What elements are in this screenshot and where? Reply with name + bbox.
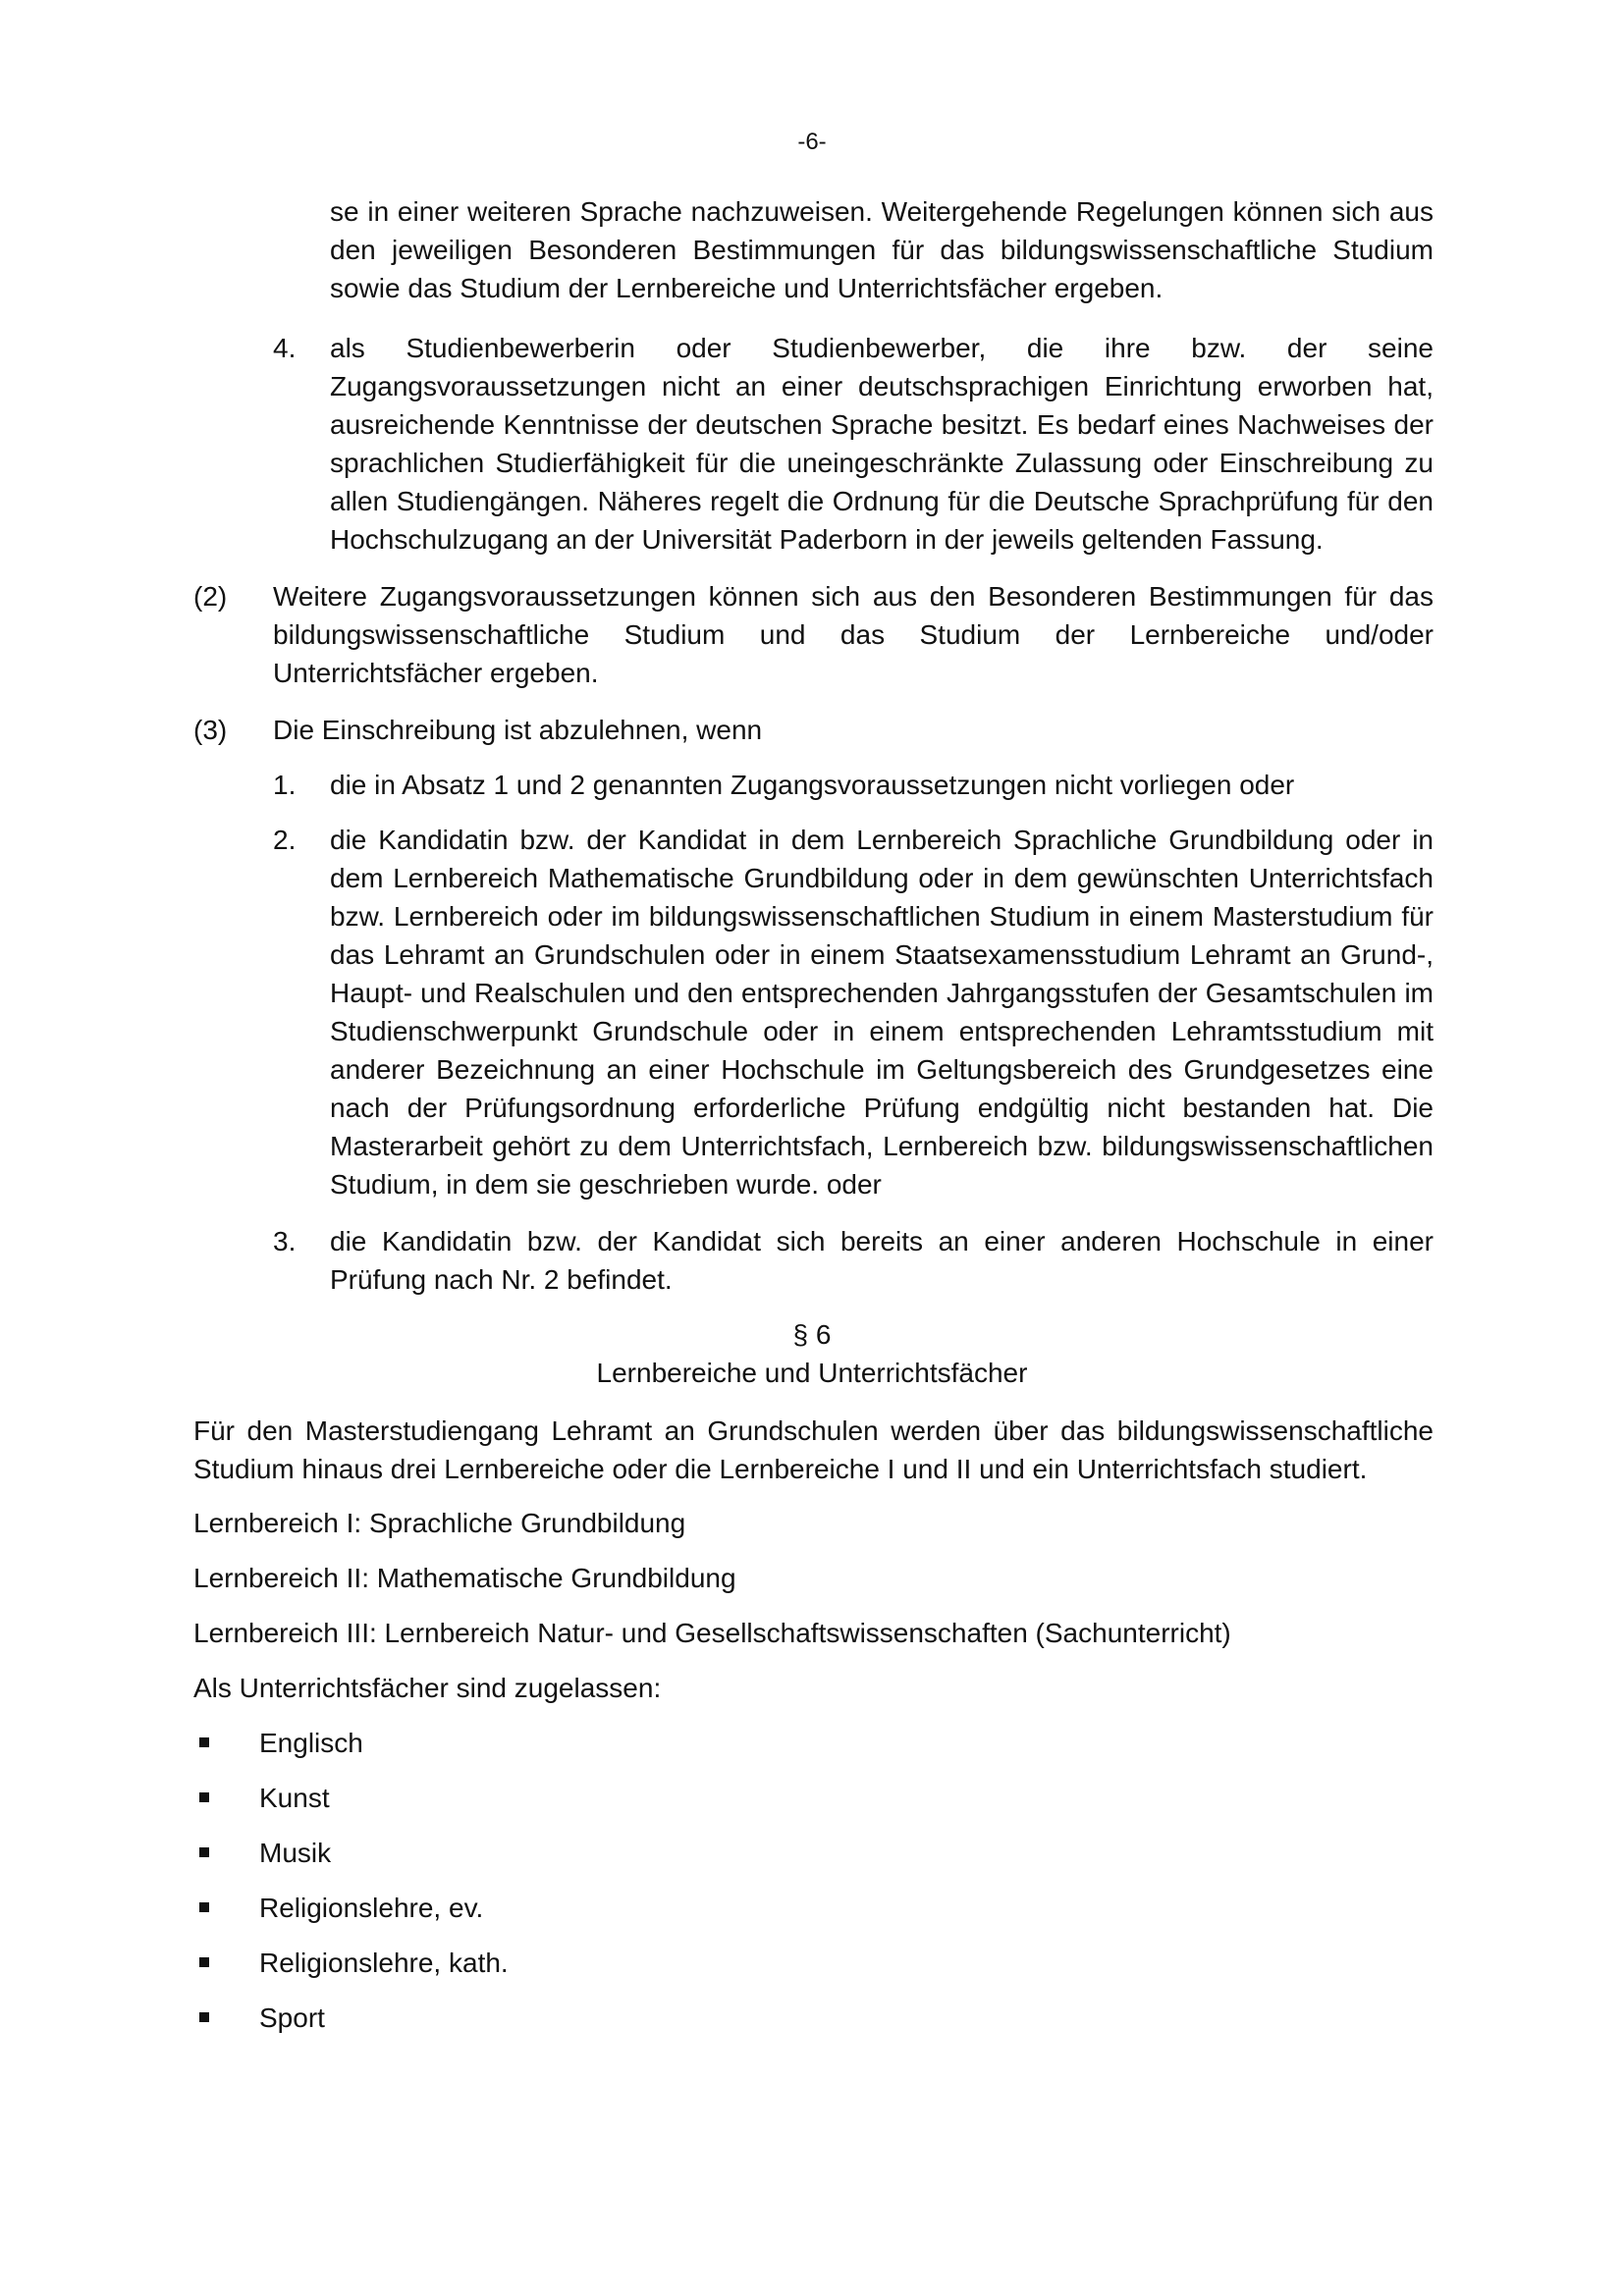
section-intro-text: Für den Masterstudiengang Lehramt an Grundschulen werden über das bildungswissenschaftliche Studium hinaus drei Lernbereiche oder die Lernbereiche I und II und ein Unterrichtsfach studiert. [193,1415,1434,1484]
absatz-3-intro [273,711,1434,749]
item-4-number: 4. [273,333,297,363]
absatz-2-text: Weitere Zugangsvoraussetzungen können sich aus den Besonderen Bestimmungen für das bildungswissenschaftliche Studium und das Studium der Lernbereiche und/oder Unterrichtsfächer ergeben. [273,581,1434,688]
absatz-3-item-3 [330,1222,1434,1299]
list-item-text: Musik [259,1838,332,1868]
absatz-3-text: Die Einschreibung ist abzulehnen, wenn [273,715,763,745]
bullet-square-icon [199,1902,209,1912]
continuation-text: se in einer weiteren Sprache nachzuweisen. Weitergehende Regelungen können sich aus den jeweiligen Besonderen Bestimmungen für das bildungswissenschaftliche Studium sowie das Studium der Lernbereiche und Unterrichtsfächer ergeben. [330,196,1434,303]
absatz-2-number: (2) [193,581,228,612]
absatz-3-item-2 [330,821,1434,1203]
bullet-square-icon [199,2012,209,2022]
absatz-3-item-2-number: 2. [273,825,297,855]
continuation-paragraph [330,192,1434,307]
section-number: § 6 [792,1319,832,1350]
item-4 [330,329,1434,559]
bullet-square-icon [199,1847,209,1857]
list-item-text: Religionslehre, ev. [259,1893,484,1923]
lernbereich-2: Lernbereich II: Mathematische Grundbildung [193,1563,736,1593]
absatz-3-item-1 [330,766,1434,804]
absatz-3-item-1-number: 1. [273,770,297,800]
item-4-text: als Studienbewerberin oder Studienbewerber, die ihre bzw. der seine Zugangsvoraussetzungen nicht an einer deutschsprachigen Einrichtung erworben hat, ausreichende Kenntnisse der deutschen Sprache besitzt. Es bedarf eines Nachweises der sprachlichen Studierfähigkeit für die uneingeschränkte Zulassung oder Einschreibung zu allen Studiengängen. Näheres regelt die Ordnung für die Deutsche Sprachprüfung für den Hochschulzugang an der Universität Paderborn in der jeweils geltenden Fassung. [330,333,1434,555]
lernbereich-1: Lernbereich I: Sprachliche Grundbildung [193,1508,686,1538]
bullet-square-icon [199,1957,209,1967]
absatz-3-item-3-number: 3. [273,1226,297,1256]
bullet-square-icon [199,1792,209,1802]
list-item-text: Religionslehre, kath. [259,1948,509,1978]
section-title: Lernbereiche und Unterrichtsfächer [596,1358,1028,1388]
bullet-square-icon [199,1737,209,1747]
absatz-2 [273,577,1434,692]
list-item-text: Englisch [259,1728,363,1758]
section-intro [193,1412,1434,1488]
absatz-3-item-3-text: die Kandidatin bzw. der Kandidat sich bereits an einer anderen Hochschule in einer Prüfung nach Nr. 2 befindet. [330,1226,1434,1295]
lernbereich-3: Lernbereich III: Lernbereich Natur- und Gesellschaftswissenschaften (Sachunterricht) [193,1618,1231,1648]
list-item-text: Kunst [259,1783,330,1813]
list-item-text: Sport [259,2002,325,2033]
page-number: -6- [797,129,827,155]
absatz-3-item-1-text: die in Absatz 1 und 2 genannten Zugangsvoraussetzungen nicht vorliegen oder [330,770,1295,800]
absatz-3-item-2-text: die Kandidatin bzw. der Kandidat in dem Lernbereich Sprachliche Grundbildung oder in dem Lernbereich Mathematische Grundbildung oder in dem gewünschten Unterrichtsfach bzw. Lernbereich oder im bildungswissenschaftlichen Studium in einem Masterstudium für das Lehramt an Grundschulen oder in einem Staatsexamensstudium Lehramt an Grund-, Haupt- und Realschulen und den entsprechenden Jahrgangsstufen der Gesamtschulen im Studienschwerpunkt Grundschule oder in einem entsprechenden Lehramtsstudium mit anderer Bezeichnung an einer Hochschule im Geltungsbereich des Grundgesetzes eine nach der Prüfungsordnung erforderliche Prüfung endgültig nicht bestanden hat. Die Masterarbeit gehört zu dem Unterrichtsfach, Lernbereich bzw. bildungswissenschaftlichen Studium, in dem sie geschrieben wurde. oder [330,825,1434,1200]
faecher-intro: Als Unterrichtsfächer sind zugelassen: [193,1673,662,1703]
absatz-3-number: (3) [193,715,228,745]
